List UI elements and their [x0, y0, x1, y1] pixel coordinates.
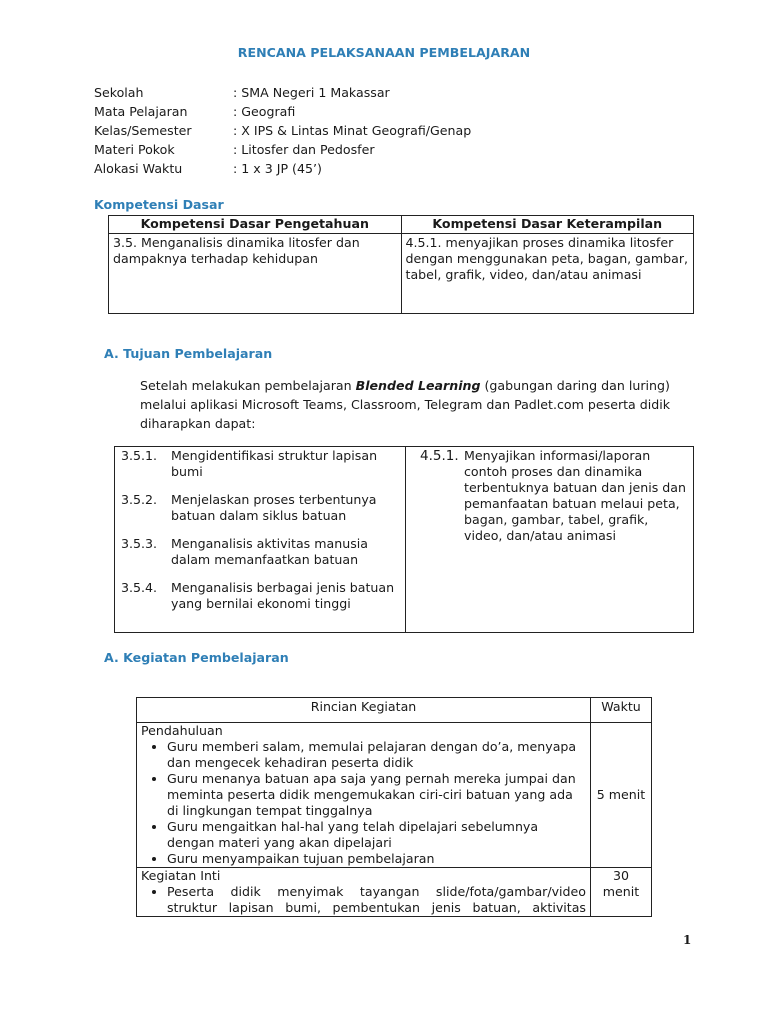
objective-number: 3.5.3.: [121, 536, 158, 551]
tujuan-heading: A. Tujuan Pembelajaran: [104, 346, 273, 361]
list-item: [167, 884, 586, 916]
identity-row-class: [94, 121, 471, 140]
inti-time: 30 menit: [591, 868, 652, 917]
activities-table: [136, 697, 652, 917]
objective-number: 3.5.1.: [121, 448, 158, 463]
pendahuluan-cell: [137, 723, 591, 868]
list-item: • Guru menanya batuan apa saja yang pernah mereka jumpai dan meminta peserta didik mengemukakan ciri-ciri batuan yang ada di lingkungan tempat tinggalnya: [167, 771, 586, 819]
identity-row-topic: [94, 140, 471, 159]
knowledge-objectives-cell: [115, 447, 406, 633]
objective-text: Mengidentifikasi struktur lapisan bumi: [171, 448, 378, 479]
skill-number: 4.5.1.: [420, 448, 459, 464]
identity-row-time: [94, 159, 471, 178]
inti-line: Peserta didik menyimak tayangan slide/fota/gambar/video: [167, 884, 586, 899]
activities-header-time: Waktu: [591, 698, 652, 723]
identity-key: Materi Pokok: [94, 142, 175, 157]
identity-key: Alokasi Waktu: [94, 161, 183, 176]
identity-row-school: [94, 83, 471, 102]
tujuan-intro: [140, 376, 680, 433]
skill-objective-cell: [406, 447, 694, 633]
identity-value: : 1 x 3 JP (45’): [233, 161, 322, 176]
inti-list: [141, 884, 586, 916]
objectives-table: [114, 446, 694, 633]
kd-header-knowledge: Kompetensi Dasar Pengetahuan: [109, 216, 402, 234]
inti-line: struktur lapisan bumi, pembentukan jenis batuan, aktivitas: [167, 900, 586, 915]
page-number: 1: [683, 933, 692, 947]
skill-text: Menyajikan informasi/laporan contoh proses dan dinamika terbentuknya batuan dan jenis dan pemanfaatan batuan melaui peta, bagan, gambar, tabel, grafik, video, dan/atau animasi: [464, 448, 686, 543]
objective-number: 3.5.4.: [121, 580, 158, 595]
kd-table: [108, 215, 694, 314]
identity-row-subject: [94, 102, 471, 121]
kd-header-skill: Kompetensi Dasar Keterampilan: [401, 216, 694, 234]
document-title: RENCANA PELAKSANAAN PEMBELAJARAN: [237, 45, 531, 60]
identity-key: Kelas/Semester: [94, 123, 192, 138]
list-item: • Guru mengaitkan hal-hal yang telah dipelajari sebelumnya dengan materi yang akan dipelajari: [167, 819, 586, 851]
identity-value: : SMA Negeri 1 Makassar: [233, 85, 390, 100]
list-item: • Guru menyampaikan tujuan pembelajaran: [167, 851, 586, 867]
pendahuluan-time: 5 menit: [591, 723, 652, 868]
kd-knowledge-cell: 3.5. Menganalisis dinamika litosfer dan dampaknya terhadap kehidupan: [109, 234, 402, 314]
objective-item: [121, 448, 401, 480]
objective-text: Menjelaskan proses terbentunya batuan dalam siklus batuan: [171, 492, 377, 523]
objective-item: [121, 492, 401, 524]
identity-block: [94, 83, 471, 178]
skill-objective: [420, 448, 689, 544]
intro-text: Setelah melakukan pembelajaran: [140, 378, 356, 393]
pendahuluan-title: Pendahuluan: [141, 723, 223, 738]
objective-item: [121, 536, 401, 568]
identity-value: : Litosfer dan Pedosfer: [233, 142, 375, 157]
objective-text: Menganalisis aktivitas manusia dalam memanfaatkan batuan: [171, 536, 368, 567]
pendahuluan-list: [141, 739, 586, 867]
activities-header-detail: Rincian Kegiatan: [137, 698, 591, 723]
inti-cell: [137, 868, 591, 917]
kd-skill-cell: 4.5.1. menyajikan proses dinamika litosfer dengan menggunakan peta, bagan, gambar, tabel, grafik, video, dan/atau animasi: [401, 234, 694, 314]
intro-text: (gabungan daring dan luring) melalui aplikasi Microsoft Teams, Classroom, Telegram dan Padlet.com peserta didik diharapkan dapat:: [140, 378, 671, 431]
kd-heading: Kompetensi Dasar: [94, 197, 224, 212]
identity-value: : Geografi: [233, 104, 296, 119]
identity-value: : X IPS & Lintas Minat Geografi/Genap: [233, 123, 472, 138]
intro-emphasis: Blended Learning: [355, 378, 481, 393]
identity-key: Sekolah: [94, 85, 144, 100]
list-item: • Guru memberi salam, memulai pelajaran dengan do’a, menyapa dan mengecek kehadiran peserta didik: [167, 739, 586, 771]
objective-number: 3.5.2.: [121, 492, 158, 507]
identity-key: Mata Pelajaran: [94, 104, 188, 119]
objective-text: Menganalisis berbagai jenis batuan yang bernilai ekonomi tinggi: [171, 580, 395, 611]
inti-title: Kegiatan Inti: [141, 868, 221, 883]
kegiatan-heading: A. Kegiatan Pembelajaran: [104, 650, 289, 665]
objective-item: [121, 580, 401, 612]
